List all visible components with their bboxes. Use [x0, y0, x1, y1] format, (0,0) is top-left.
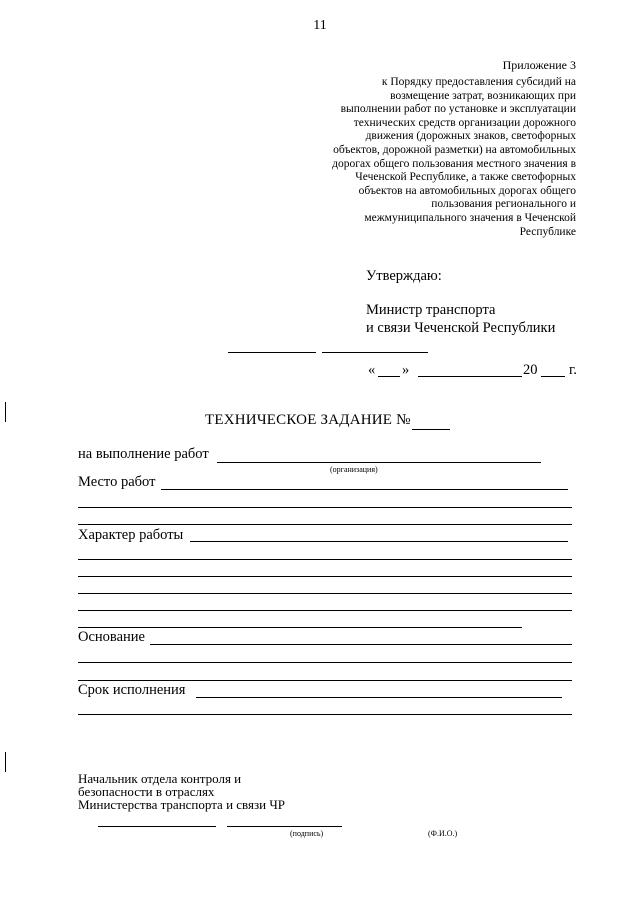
appendix-line: межмуниципального значения в Чеченской: [364, 211, 576, 224]
scan-edge-mark-top: [5, 402, 6, 422]
form-title: ТЕХНИЧЕСКОЕ ЗАДАНИЕ №: [205, 412, 411, 428]
nature-label: Характер работы: [78, 527, 184, 543]
signature-caption: (подпись): [290, 829, 324, 838]
appendix-line: выполнении работ по установке и эксплуатации: [340, 103, 576, 116]
deadline-field-line[interactable]: [78, 714, 572, 715]
approval-position-line2: и связи Чеченской Республики: [366, 320, 556, 336]
page-number: 11: [313, 18, 327, 33]
deadline-label: Срок исполнения: [78, 682, 186, 698]
signatory-line: Министерства транспорта и связи ЧР: [78, 797, 286, 812]
appendix-title: Приложение 3: [502, 58, 576, 72]
appendix-line: Чеченской Республике, а также светофорных: [355, 171, 576, 184]
appendix-line: возмещение затрат, возникающих при: [390, 89, 576, 102]
basis-label: Основание: [78, 629, 145, 645]
place-field-line[interactable]: [78, 507, 572, 508]
approval-position-line1: Министр транспорта: [366, 302, 496, 318]
approval-signature-field[interactable]: [228, 352, 316, 353]
nature-field-line[interactable]: [78, 627, 522, 628]
signatory-name-field[interactable]: [227, 826, 342, 827]
date-year-field[interactable]: [541, 376, 565, 377]
appendix-text: [276, 76, 576, 239]
appendix-line: технических средств организации дорожного: [353, 116, 576, 129]
place-field[interactable]: [161, 489, 568, 490]
basis-field-line[interactable]: [78, 680, 572, 681]
nature-field-line[interactable]: [78, 576, 572, 577]
signatory-line: безопасности в отраслях: [78, 784, 215, 799]
organization-field[interactable]: [217, 462, 541, 463]
date-close-quote: »: [402, 362, 410, 378]
approval-name-field[interactable]: [322, 352, 428, 353]
date-open-quote: «: [368, 362, 376, 378]
place-field-line[interactable]: [78, 524, 572, 525]
nature-field-line[interactable]: [78, 559, 572, 560]
organization-caption: (организация): [330, 465, 378, 474]
form-number-field[interactable]: [412, 429, 450, 430]
nature-field-line[interactable]: [78, 610, 572, 611]
name-caption: (Ф.И.О.): [428, 829, 458, 838]
basis-field[interactable]: [150, 644, 572, 645]
appendix-line: Республике: [519, 225, 576, 238]
signatory-signature-field[interactable]: [98, 826, 216, 827]
deadline-field[interactable]: [196, 697, 562, 698]
appendix-line: объектов на автомобильных дорогах общего: [358, 184, 576, 197]
appendix-line: пользования регионального и: [431, 198, 576, 211]
date-year-prefix: 20: [523, 362, 538, 378]
appendix-line: объектов, дорожной разметки) на автомобильных: [333, 143, 576, 156]
nature-field-line[interactable]: [78, 593, 572, 594]
approval-heading: Утверждаю:: [366, 268, 442, 284]
place-label: Место работ: [78, 474, 156, 490]
work-label: на выполнение работ: [78, 446, 209, 462]
date-day-field[interactable]: [378, 376, 400, 377]
appendix-line: к Порядку предоставления субсидий на: [381, 76, 576, 88]
signatory-line: Начальник отдела контроля и: [78, 771, 242, 786]
date-year-suffix: г.: [569, 362, 577, 378]
basis-field-line[interactable]: [78, 662, 572, 663]
signatory-position: [78, 772, 285, 811]
nature-field[interactable]: [190, 541, 568, 542]
appendix-line: дорогах общего пользования местного значения в: [332, 157, 576, 170]
appendix-line: движения (дорожных знаков, светофорных: [365, 130, 576, 143]
scan-edge-mark-bottom: [5, 752, 6, 772]
date-month-field[interactable]: [418, 376, 522, 377]
